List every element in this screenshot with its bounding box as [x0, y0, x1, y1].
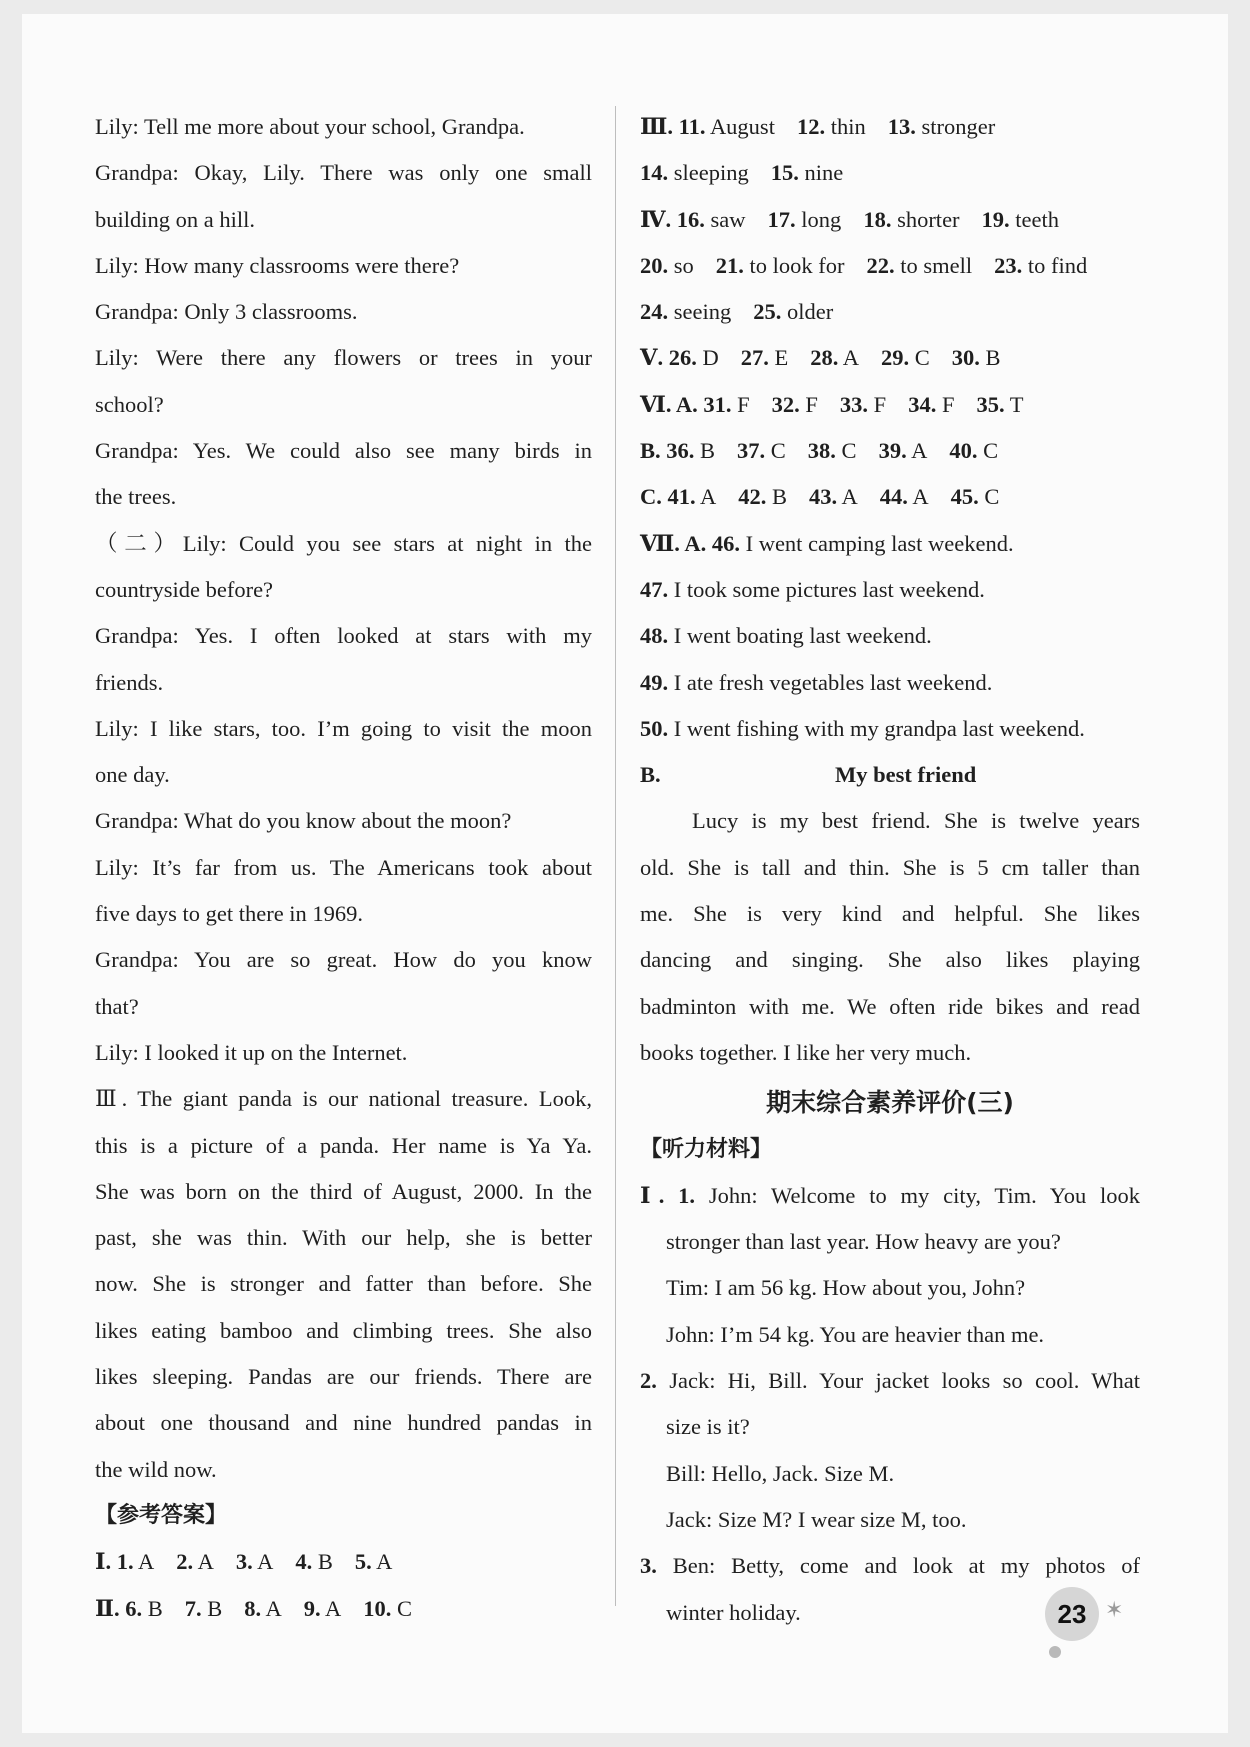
essay-line: old. She is tall and thin. She is 5 cm taller than — [640, 854, 1140, 880]
dialogue-text: Tim: I am 56 kg. How about you, John? — [666, 1275, 1026, 1301]
answer-value: B — [207, 1595, 223, 1621]
answer-value: A — [911, 438, 928, 464]
answer-value: C — [983, 438, 999, 464]
answer-number: Ⅵ. A. 31. — [640, 391, 732, 417]
answer-number: 15. — [770, 160, 799, 186]
answer-number: Ⅱ. 6. — [95, 1595, 143, 1621]
answer-number: 25. — [753, 299, 782, 325]
answer-number: 9. — [303, 1595, 321, 1621]
dialogue-text: stronger than last year. How heavy are you? — [666, 1229, 1061, 1255]
section-title: 期末综合素养评价(三) — [766, 1088, 1014, 1118]
listening-line — [640, 1219, 1140, 1265]
answer-row — [640, 335, 1140, 381]
answer-number: 8. — [244, 1595, 262, 1621]
dialogue-text: size is it? — [666, 1414, 750, 1440]
answer-value: A — [138, 1549, 155, 1575]
dialogue-text: winter holiday. — [666, 1599, 801, 1625]
answer-number: 49. — [640, 669, 669, 695]
answer-number: 12. — [796, 114, 826, 139]
answer-number: 30. — [951, 345, 980, 371]
answer-value: F — [737, 391, 750, 417]
answer-row — [640, 428, 1140, 474]
text-line: Grandpa: Okay, Lily. There was only one small — [95, 160, 592, 186]
answer-value: I took some pictures last weekend. — [673, 576, 985, 602]
page — [22, 14, 1228, 1733]
item-number: Ⅰ. 1. — [640, 1182, 696, 1208]
listening-line — [640, 1451, 1140, 1497]
text-line: this is a picture of a panda. Her name is Ya Ya. — [95, 1132, 592, 1158]
text-line: one day. — [95, 762, 170, 788]
essay-line: dancing and singing. She also likes playing — [640, 947, 1140, 973]
answer-number: 19. — [981, 206, 1010, 232]
answer-value: I went fishing with my grandpa last weekend. — [673, 715, 1085, 741]
answer-row — [640, 521, 1140, 567]
essay-title: My best friend — [835, 762, 977, 788]
answer-number: 3. — [235, 1549, 253, 1575]
answer-value: D — [702, 345, 719, 371]
answer-value: B — [772, 484, 788, 510]
text-line: five days to get there in 1969. — [95, 901, 364, 927]
answer-number: 2. — [176, 1549, 194, 1575]
answer-value: F — [873, 391, 887, 417]
listening-line — [640, 1265, 1140, 1311]
text-line: school? — [95, 391, 164, 417]
answer-number: 39. — [878, 438, 907, 464]
item-number: 3. — [640, 1553, 657, 1579]
answer-number: 20. — [640, 252, 669, 278]
text-line: likes eating bamboo and climbing trees. She also — [95, 1317, 592, 1343]
answer-value: B — [317, 1549, 333, 1575]
answer-value: A — [912, 484, 929, 510]
answer-number: 13. — [887, 114, 916, 139]
text-line: countryside before? — [95, 576, 274, 602]
answer-value: E — [774, 345, 789, 371]
page-number: 23 — [1045, 1587, 1099, 1641]
answer-number: 44. — [879, 484, 908, 510]
answer-row — [640, 197, 1140, 243]
dialogue-text: Jack: Size M? I wear size M, too. — [666, 1506, 967, 1532]
answer-value: F — [941, 391, 955, 417]
listening-heading: 【听力材料】 — [640, 1136, 773, 1162]
answer-value: thin — [830, 114, 866, 139]
answer-number: 40. — [949, 438, 978, 464]
item-number: 2. — [640, 1368, 657, 1394]
answer-number: Ⅰ. 1. — [95, 1549, 134, 1575]
answer-number: 35. — [976, 391, 1005, 417]
answer-value: A — [700, 484, 717, 510]
listening-line — [640, 1543, 1140, 1589]
answer-number: 28. — [810, 345, 839, 371]
answer-value: I went boating last weekend. — [673, 623, 932, 649]
answer-number: 37. — [737, 438, 766, 464]
answer-row — [640, 243, 1140, 289]
answer-value: B — [700, 438, 716, 464]
answer-value: to smell — [900, 252, 973, 278]
text-line: Lily: I looked it up on the Internet. — [95, 1039, 408, 1065]
answer-value: I ate fresh vegetables last weekend. — [673, 669, 993, 695]
answer-value: A — [376, 1549, 393, 1575]
text-line: Grandpa: Yes. I often looked at stars with my — [95, 623, 592, 649]
text-line: Lily: Were there any flowers or trees in your — [95, 345, 592, 371]
page-dot-decoration — [1049, 1646, 1061, 1658]
answer-number: 27. — [740, 345, 769, 371]
dialogue-text: Bill: Hello, Jack. Size M. — [666, 1460, 895, 1486]
answer-value: F — [805, 391, 818, 417]
answer-value: sleeping — [673, 160, 749, 186]
listening-line — [640, 1173, 1140, 1219]
answer-number: 17. — [767, 206, 796, 232]
answer-number: 5. — [354, 1549, 372, 1575]
answer-value: August — [709, 114, 775, 139]
answer-value: A — [842, 345, 859, 371]
listening-line — [640, 1497, 1140, 1543]
answer-number: 23. — [994, 252, 1023, 278]
answers-heading: 【参考答案】 — [95, 1502, 228, 1528]
essay-title-row — [640, 752, 1140, 798]
answer-value: so — [673, 252, 694, 278]
essay-line: badminton with me. We often ride bikes and read — [640, 993, 1140, 1019]
answer-value: C — [397, 1595, 413, 1621]
essay-line: me. She is very kind and helpful. She likes — [640, 901, 1140, 927]
text-line: likes sleeping. Pandas are our friends. There are — [95, 1364, 592, 1390]
dialogue-text: Jack: Hi, Bill. Your jacket looks so cool. What — [669, 1368, 1140, 1394]
answer-number: B. 36. — [640, 438, 695, 464]
answer-value: older — [786, 299, 834, 325]
answer-number: 42. — [738, 484, 767, 510]
listening-line — [640, 1312, 1140, 1358]
answer-number: 10. — [363, 1595, 392, 1621]
text-line: past, she was thin. With our help, she is better — [95, 1225, 592, 1251]
answer-row — [640, 660, 1140, 706]
answer-number: Ⅲ. 11. — [640, 114, 706, 139]
text-line: Grandpa: Yes. We could also see many birds in — [95, 438, 592, 464]
answer-value: long — [801, 206, 842, 232]
answer-number: 7. — [184, 1595, 202, 1621]
answer-value: B — [985, 345, 1001, 371]
answer-value: saw — [710, 206, 746, 232]
text-line: building on a hill. — [95, 206, 255, 232]
answer-number: 50. — [640, 715, 669, 741]
text-line: the trees. — [95, 484, 177, 510]
text-line: Grandpa: What do you know about the moon? — [95, 808, 512, 834]
answer-row — [640, 104, 1140, 150]
answer-number: 34. — [908, 391, 937, 417]
answer-number: 4. — [295, 1549, 313, 1575]
answer-row — [640, 289, 1140, 335]
text-line: about one thousand and nine hundred pandas in — [95, 1410, 592, 1436]
answer-value: C — [841, 438, 857, 464]
answer-number: 14. — [640, 160, 669, 186]
answer-number: C. 41. — [640, 484, 696, 510]
dialogue-text: John: I’m 54 kg. You are heavier than me. — [666, 1321, 1045, 1347]
answer-row — [640, 474, 1140, 520]
text-line: Grandpa: You are so great. How do you know — [95, 947, 592, 973]
answer-value: C — [914, 345, 930, 371]
essay-label: B. — [640, 762, 661, 788]
listening-line — [640, 1404, 1140, 1450]
answer-number: 43. — [809, 484, 838, 510]
answer-value: to look for — [749, 252, 845, 278]
answer-number: Ⅶ. A. 46. — [640, 530, 740, 556]
answer-value: A — [265, 1595, 282, 1621]
text-line: Lily: I like stars, too. I’m going to visit the moon — [95, 715, 592, 741]
answer-value: C — [984, 484, 1000, 510]
answer-row — [640, 150, 1140, 196]
answer-row — [640, 613, 1140, 659]
text-line: （二）Lily: Could you see stars at night in the — [95, 530, 592, 556]
text-line: that? — [95, 993, 139, 1019]
answer-value: A — [197, 1549, 214, 1575]
answer-number: 33. — [839, 391, 869, 417]
answer-number: Ⅳ. 16. — [640, 206, 705, 232]
answer-value: T — [1009, 391, 1024, 417]
answer-number: 29. — [880, 345, 910, 371]
answer-value: A — [325, 1595, 342, 1621]
answer-value: B — [147, 1595, 163, 1621]
answer-number: 32. — [771, 391, 800, 417]
left-column — [95, 104, 592, 1632]
answer-value: A — [841, 484, 858, 510]
answer-number: Ⅴ. 26. — [640, 345, 697, 371]
answer-number: 48. — [640, 623, 669, 649]
text-line: now. She is stronger and fatter than before. She — [95, 1271, 592, 1297]
text-line: Grandpa: Only 3 classrooms. — [95, 299, 358, 325]
answer-row — [95, 1539, 592, 1585]
answer-number: 45. — [950, 484, 979, 510]
listening-line — [640, 1358, 1140, 1404]
star-icon: ✶ — [1105, 1598, 1124, 1623]
answer-number: 24. — [640, 299, 669, 325]
answer-number: 38. — [807, 438, 836, 464]
answer-value: teeth — [1015, 206, 1060, 232]
essay-line: books together. I like her very much. — [640, 1039, 972, 1065]
answer-row — [95, 1586, 592, 1632]
answer-number: 18. — [863, 206, 892, 232]
answer-value: I went camping last weekend. — [745, 530, 1014, 556]
text-line: the wild now. — [95, 1456, 217, 1482]
dialogue-text: John: Welcome to my city, Tim. You look — [708, 1182, 1140, 1208]
answer-value: A — [257, 1549, 274, 1575]
right-column — [640, 104, 1140, 1636]
answer-number: 47. — [640, 576, 669, 602]
answer-value: seeing — [673, 299, 732, 325]
text-line: friends. — [95, 669, 164, 695]
answer-value: C — [770, 438, 786, 464]
text-line: She was born on the third of August, 2000. In the — [95, 1178, 592, 1204]
answer-value: stronger — [921, 114, 996, 139]
answer-number: 22. — [866, 252, 895, 278]
text-line: Lily: Tell me more about your school, Grandpa. — [95, 114, 525, 139]
answer-row — [640, 706, 1140, 752]
answer-row — [640, 382, 1140, 428]
answer-number: 21. — [715, 252, 744, 278]
essay-line: Lucy is my best friend. She is twelve years — [692, 808, 1140, 834]
column-divider — [615, 106, 616, 1606]
answer-value: nine — [804, 160, 844, 186]
text-line: Lily: How many classrooms were there? — [95, 252, 460, 278]
text-line: Lily: It’s far from us. The Americans took about — [95, 854, 592, 880]
answer-row — [640, 567, 1140, 613]
answer-value: to find — [1027, 252, 1088, 278]
text-line: Ⅲ. The giant panda is our national treasure. Look, — [95, 1086, 592, 1112]
dialogue-text: Ben: Betty, come and look at my photos of — [672, 1553, 1141, 1579]
answer-value: shorter — [897, 206, 960, 232]
